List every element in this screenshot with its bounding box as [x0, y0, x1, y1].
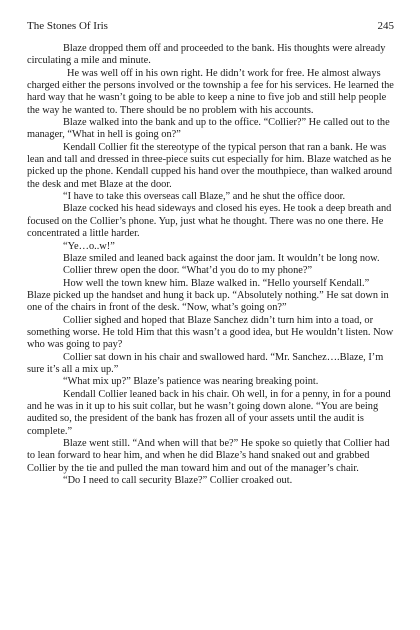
running-head: [27, 20, 394, 33]
paragraph: “I have to take this overseas call Blaze,” and he shut the office door.: [63, 191, 346, 203]
page-number: 245: [377, 20, 394, 32]
paragraph: Blaze dropped them off and proceeded to the bank. His thoughts were already circulating a mile and minute.: [27, 43, 386, 67]
paragraph: Kendall Collier leaned back in his chair. Oh well, in for a penny, in for a pound and he was in it up to his suit collar, but he wasn’t going down alone. “You are being audited so, the president of the bank has frozen all of your assets until the audit is complete.”: [27, 388, 391, 437]
paragraph: “What mix up?” Blaze’s patience was nearing breaking point.: [63, 376, 319, 388]
paragraph: Collier sat down in his chair and swallowed hard. “Mr. Sanchez….Blaze, I’m sure it’s all a mix up.”: [27, 351, 384, 375]
paragraph: Blaze cocked his head sideways and closed his eyes. He took a deep breath and focused on the Collier’s phone. Yup, just what he thought. There was no one there. He concentrated a little harder.: [27, 203, 392, 240]
paragraph: He was well off in his own right. He didn’t work for free. He almost always charged either the persons involved or the township a fee for his services. He learned the hard way that he wasn’t going to be able to keep a nine to five job and still help people the way he wanted to. There should be no problem with his accounts.: [27, 67, 394, 116]
paragraph: Blaze walked into the bank and up to the office. “Collier?” He called out to the manager, “What in hell is going on?”: [27, 117, 390, 141]
paragraph: Kendall Collier fit the stereotype of the typical person that ran a bank. He was lean and tall and dressed in three-piece suits cut especially for him. Blaze watched as he picked up the phone. Kendall cupped his hand over the mouthpiece, than walked around the desk and met Blaze at the door.: [27, 141, 393, 190]
paragraph: “Do I need to call security Blaze?” Collier croaked out.: [63, 475, 293, 487]
paragraph: Blaze went still. “And when will that be?” He spoke so quietly that Collier had to lean forward to hear him, and when he did Blaze’s hand snaked out and grabbed Collier by the tie and pulled the man toward him and out of the manager’s chair.: [27, 438, 390, 474]
paragraph: Blaze smiled and leaned back against the door jam. It wouldn’t be long now.: [63, 252, 380, 264]
book-title: The Stones Of Iris: [27, 20, 108, 32]
paragraph: Collier threw open the door. “What’d you do to my phone?”: [63, 265, 313, 277]
paragraph: Collier sighed and hoped that Blaze Sanchez didn’t turn him into a toad, or something worse. He told Him that this wasn’t a good idea, but He wouldn’t listen. Now who was going to pay?: [27, 314, 394, 351]
paragraph: How well the town knew him. Blaze walked in. “Hello yourself Kendall.” Blaze picked up the handset and hung it back up. “Absolutely nothing.” He sat down in one of the chairs in front of the desk. “Now, what’s going on?”: [27, 277, 389, 314]
paragraph: “Ye…o..w!”: [63, 240, 115, 252]
body-text: [27, 43, 394, 487]
